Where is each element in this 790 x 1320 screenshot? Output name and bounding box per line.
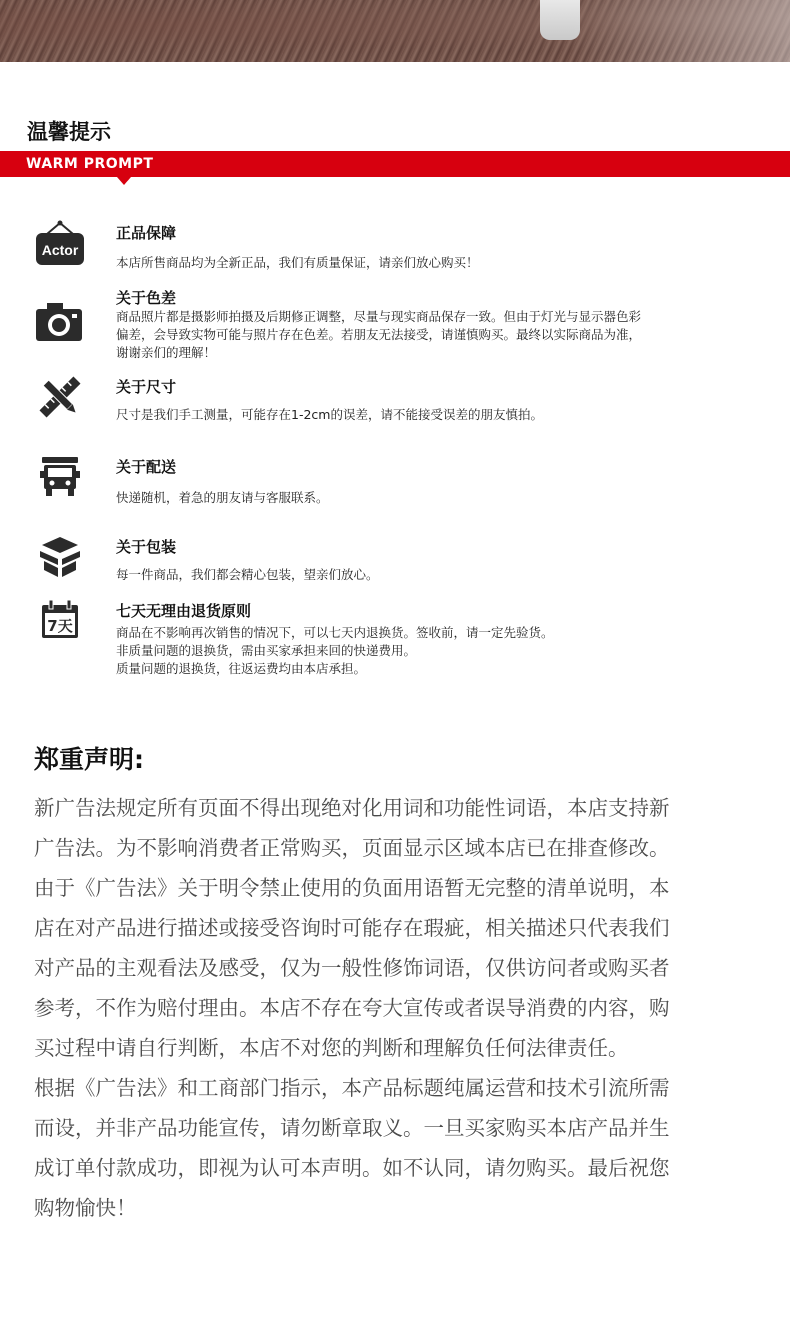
tip-line: 本店所售商品均为全新正品，我们有质量保证，请亲们放心购买！ [116, 255, 479, 270]
tip-line: 非质量问题的退换货，需由买家承担来回的快递费用。 [116, 643, 417, 658]
tip-title: 关于色差 [116, 289, 177, 307]
declaration-body [34, 788, 762, 1228]
tip-line: 谢谢亲们的理解！ [116, 345, 217, 360]
svg-text:Actor: Actor [41, 242, 79, 258]
declaration-line: 而设，并非产品功能宣传，请勿断章取义。一旦买家购买本店产品并生 [34, 1116, 670, 1140]
tip-line: 商品在不影响再次销售的情况下，可以七天内退换货。签收前，请一定先验货。 [116, 625, 554, 640]
tip-body [116, 489, 772, 507]
tip-line: 偏差，会导致实物可能与照片存在色差。若朋友无法接受，请谨慎购买。最终以实际商品为准， [116, 327, 642, 342]
tip-body [116, 624, 772, 678]
declaration-line: 由于《广告法》关于明令禁止使用的负面用语暂无完整的清单说明，本 [34, 876, 670, 900]
tip-line: 质量问题的退换货，往返运费均由本店承担。 [116, 661, 367, 676]
tip-line: 尺寸是我们手工测量，可能存在1-2cm的误差，请不能接受误差的朋友慎拍。 [116, 407, 543, 422]
tip-title: 七天无理由退货原则 [116, 602, 252, 620]
warm-prompt-subtitle: WARM PROMPT [26, 156, 154, 172]
tip-body [116, 254, 772, 272]
declaration-line: 新广告法规定所有页面不得出现绝对化用词和功能性词语，本店支持新 [34, 796, 670, 820]
tip-line: 商品照片都是摄影师拍摄及后期修正调整，尽量与现实商品保存一致。但由于灯光与显示器色彩 [116, 309, 642, 324]
tip-title: 正品保障 [116, 224, 177, 242]
truck-icon [40, 455, 92, 507]
tip-title: 关于包装 [116, 538, 177, 556]
tip-body [116, 406, 772, 424]
svg-text:7天: 7天 [47, 617, 73, 635]
tip-body [116, 566, 772, 584]
warm-prompt-banner [0, 151, 790, 177]
ruler-pencil-icon [38, 375, 90, 427]
tip-line: 每一件商品，我们都会精心包装，望亲们放心。 [116, 567, 379, 582]
actor-tag-icon [34, 219, 86, 271]
declaration-line: 参考，不作为赔付理由。本店不存在夸大宣传或者误导消费的内容，购 [34, 996, 670, 1020]
banner-pointer [117, 177, 131, 185]
package-box-icon [38, 535, 90, 587]
warm-prompt-title: 温馨提示 [27, 120, 111, 144]
declaration-line: 成订单付款成功，即视为认可本声明。如不认同，请勿购买。最后祝您 [34, 1156, 670, 1180]
declaration-line: 买过程中请自行判断，本店不对您的判断和理解负任何法律责任。 [34, 1036, 629, 1060]
tip-line: 快递随机，着急的朋友请与客服联系。 [116, 490, 329, 505]
camera-icon [34, 299, 86, 351]
declaration-title: 郑重声明: [34, 745, 144, 774]
tip-title: 关于尺寸 [116, 378, 177, 396]
tip-body [116, 308, 772, 362]
declaration-line: 店在对产品进行描述或接受咨询时可能存在瑕疵，相关描述只代表我们 [34, 916, 670, 940]
declaration-line: 购物愉快！ [34, 1196, 137, 1220]
declaration-line: 根据《广告法》和工商部门指示，本产品标题纯属运营和技术引流所需 [34, 1076, 670, 1100]
declaration-line: 对产品的主观看法及感受，仅为一般性修饰词语，仅供访问者或购买者 [34, 956, 670, 980]
seven-day-calendar-icon [40, 600, 92, 652]
tip-title: 关于配送 [116, 458, 177, 476]
product-photo-strip [0, 0, 790, 62]
declaration-line: 广告法。为不影响消费者正常购买，页面显示区域本店已在排查修改。 [34, 836, 670, 860]
